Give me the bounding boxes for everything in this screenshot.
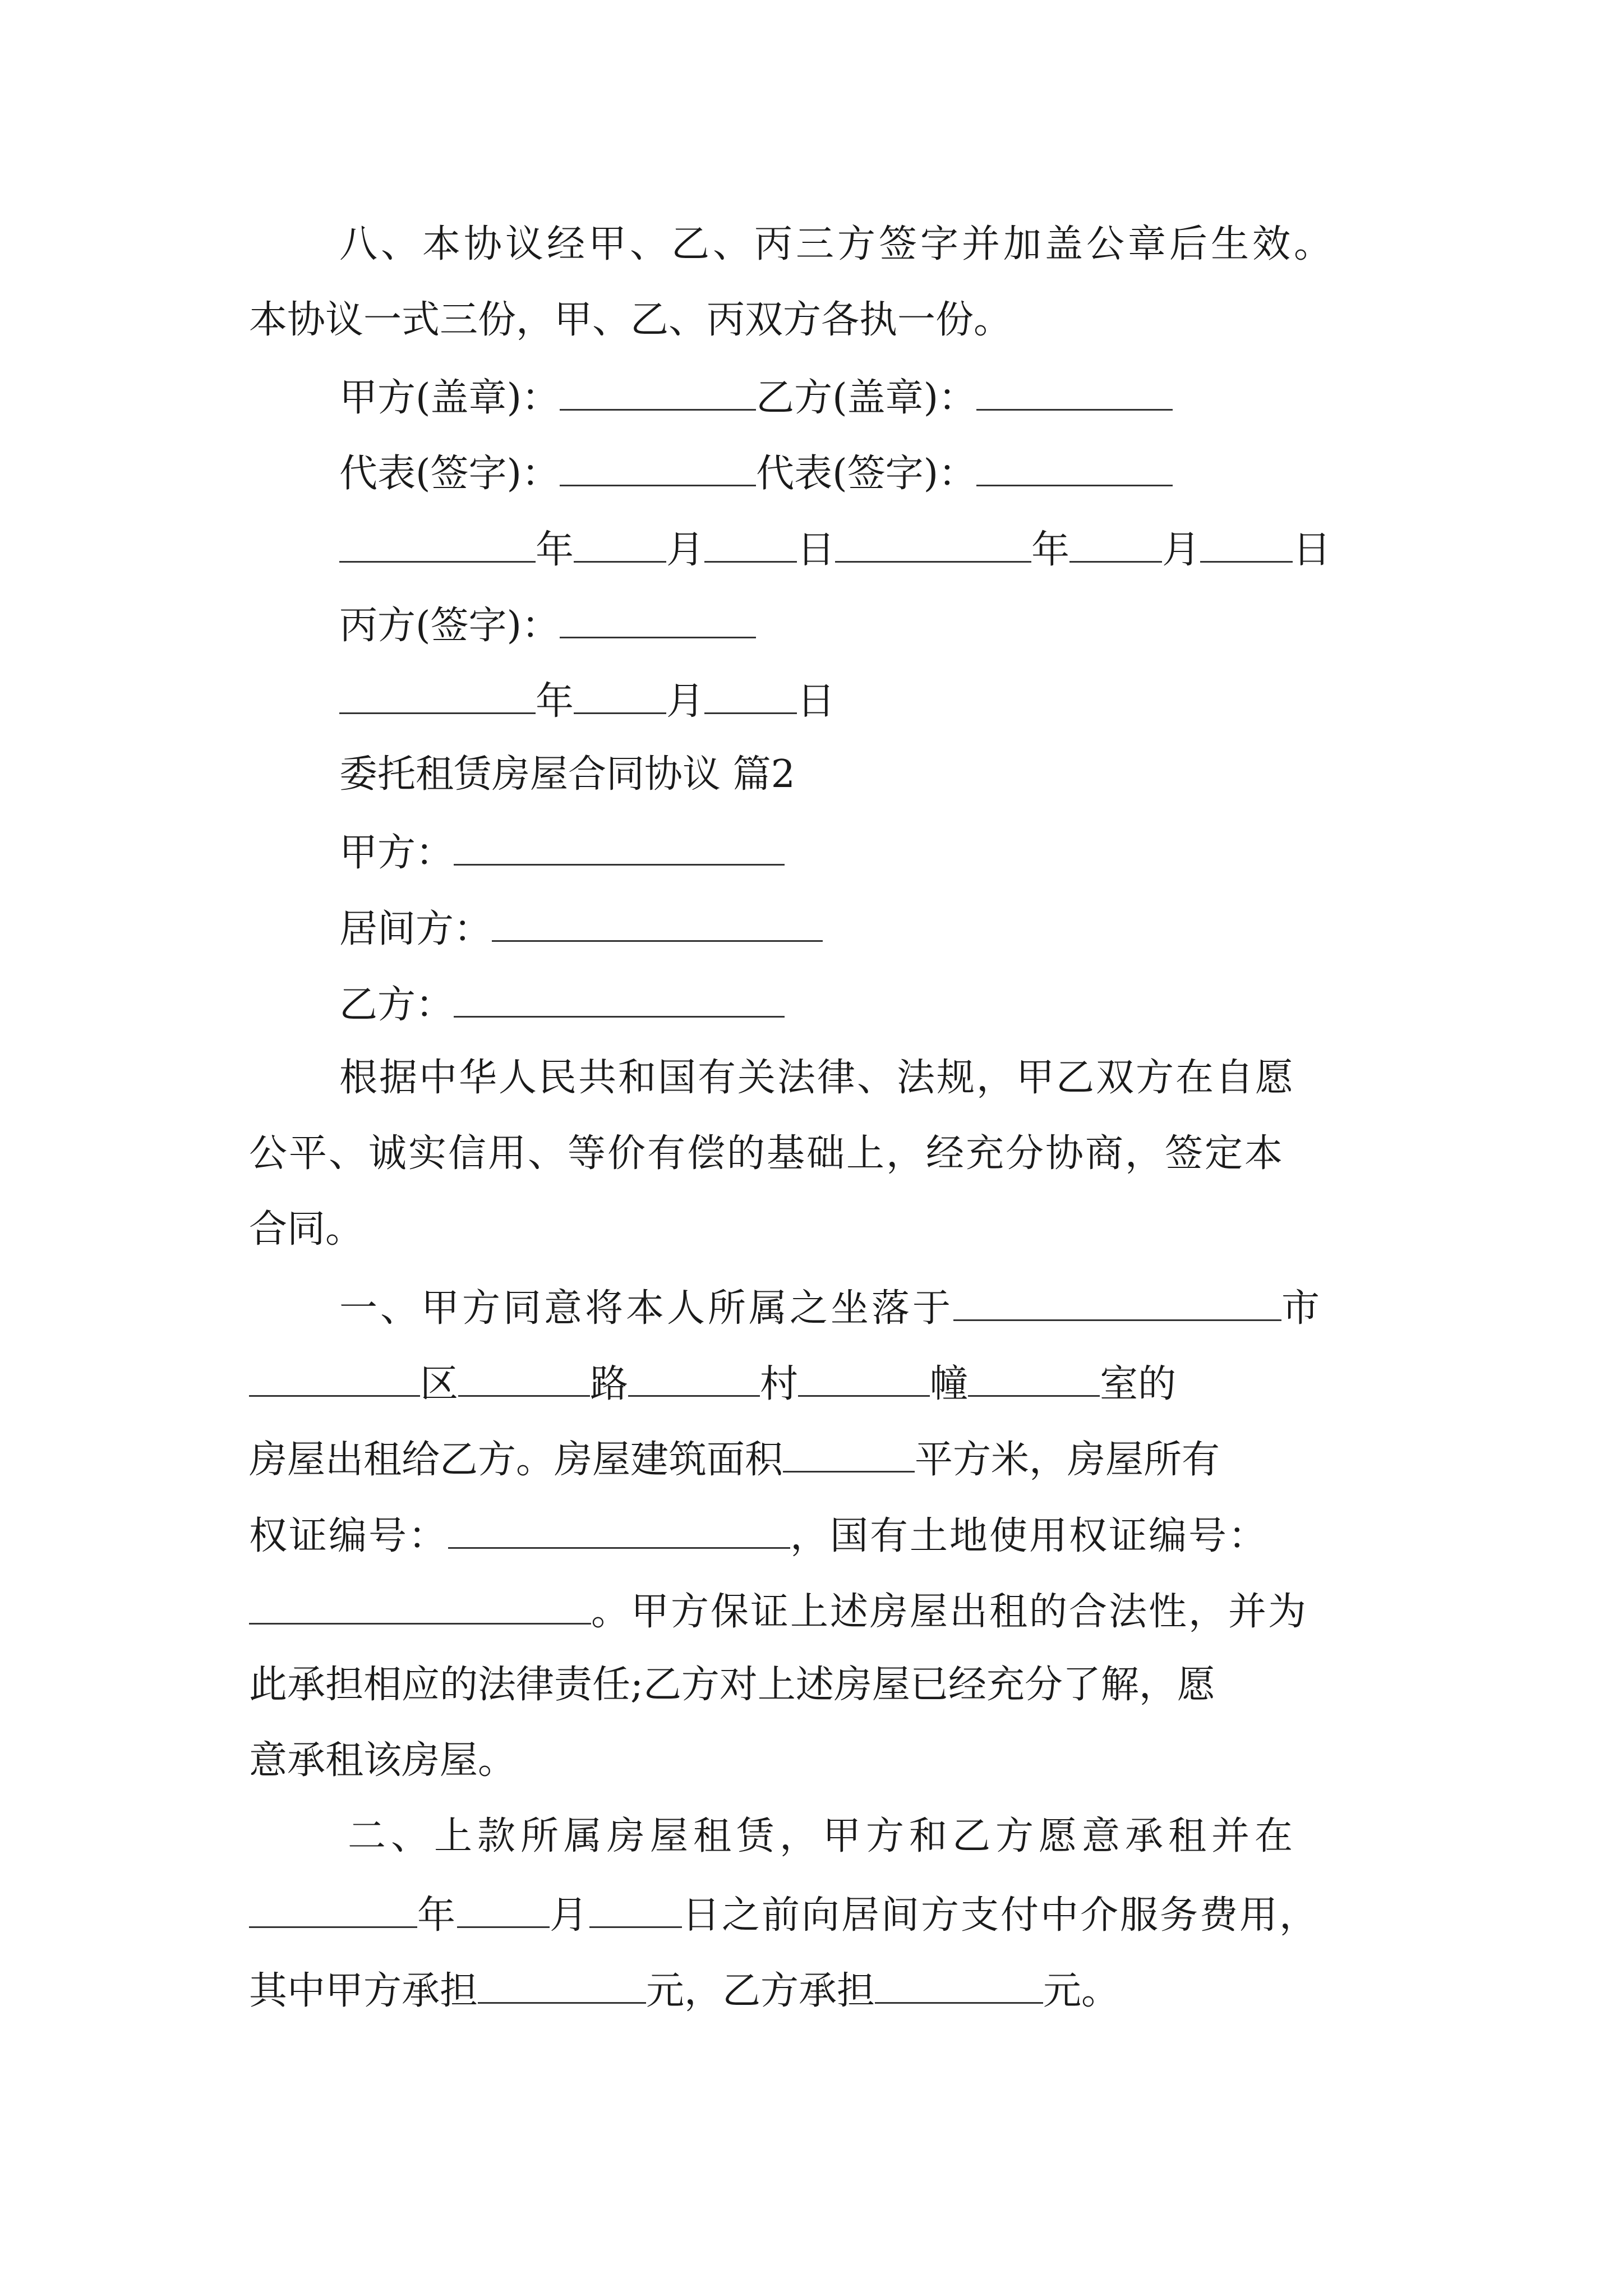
- pay-year-blank[interactable]: [249, 1894, 417, 1928]
- date-a-year-blank[interactable]: [339, 528, 536, 563]
- preamble-line-3: 合同。: [249, 1207, 364, 1251]
- date-b-day-blank[interactable]: [1200, 528, 1293, 563]
- pay-month-blank[interactable]: [457, 1894, 550, 1928]
- building-label: 幢: [930, 1361, 969, 1406]
- article-1-line-4: [249, 1515, 1268, 1556]
- yuan-end-text: 元。: [1043, 1968, 1120, 2013]
- room-label: 室的: [1100, 1361, 1177, 1406]
- land-cert-blank[interactable]: [249, 1590, 591, 1625]
- article-2-line-2: [249, 1893, 1320, 1938]
- signature-row-rep: [339, 451, 1173, 496]
- date-a-day-blank[interactable]: [704, 528, 797, 563]
- party-a-row: [339, 830, 785, 875]
- day-label: 日: [797, 527, 836, 572]
- party-a-fee-blank[interactable]: [478, 1970, 646, 2004]
- year-label: 年: [417, 1893, 458, 1938]
- road-label: 路: [590, 1361, 629, 1406]
- article-2-line-1: 二、上款所属房屋租赁，甲方和乙方愿意承租并在: [348, 1814, 1298, 1858]
- area-unit-text: 平方米，房屋所有: [915, 1437, 1220, 1482]
- party-b-fee-blank[interactable]: [875, 1970, 1043, 2004]
- district-blank[interactable]: [249, 1363, 420, 1397]
- article-1-line-7: 意承租该房屋。: [249, 1738, 517, 1783]
- preamble-line-2: 公平、诚实信用、等价有偿的基础上，经充分协商，签定本: [249, 1131, 1285, 1176]
- clause-8-line-2: 本协议一式三份，甲、乙、丙双方各执一份。: [249, 298, 1012, 342]
- land-cert-label: ，国有土地使用权证编号：: [790, 1513, 1269, 1558]
- legality-text: 。甲方保证上述房屋出租的合法性，并为: [591, 1589, 1308, 1634]
- party-b-label: 乙方：: [339, 982, 454, 1027]
- party-a-rep-blank[interactable]: [560, 452, 756, 486]
- room-blank[interactable]: [968, 1363, 1100, 1397]
- ownership-cert-blank[interactable]: [448, 1515, 790, 1549]
- year-label: 年: [536, 679, 574, 724]
- article-1-line-1: [339, 1286, 1323, 1331]
- village-label: 村: [760, 1361, 799, 1406]
- intermediary-label: 居间方：: [339, 907, 492, 951]
- month-label: 月: [1162, 527, 1201, 572]
- city-label: 市: [1281, 1286, 1323, 1331]
- signature-row-seal: [339, 375, 1173, 420]
- party-b-rep-label: 代表(签字)：: [756, 451, 977, 496]
- party-a-seal-label: 甲方(盖章)：: [339, 375, 560, 420]
- party-b-rep-blank[interactable]: [976, 452, 1173, 486]
- party-a-rep-label: 代表(签字)：: [339, 451, 560, 496]
- month-label: 月: [666, 679, 705, 724]
- party-b-seal-blank[interactable]: [976, 376, 1173, 411]
- article-2-line-3: [249, 1968, 1120, 2013]
- article-1-line-3: [249, 1437, 1220, 1482]
- area-blank[interactable]: [783, 1438, 915, 1473]
- area-text: 房屋出租给乙方。房屋建筑面积: [249, 1437, 783, 1482]
- building-blank[interactable]: [798, 1363, 930, 1397]
- location-blank[interactable]: [953, 1287, 1281, 1321]
- article-1-line-5: [249, 1589, 1308, 1634]
- village-blank[interactable]: [628, 1363, 760, 1397]
- day-label: 日: [1293, 527, 1331, 572]
- date-c-year-blank[interactable]: [339, 680, 536, 714]
- party-b-row: [339, 982, 785, 1027]
- party-c-sign-blank[interactable]: [560, 604, 756, 638]
- preamble-line-1: 根据中华人民共和国有关法律、法规，甲乙双方在自愿: [339, 1056, 1295, 1100]
- ownership-cert-label: 权证编号：: [249, 1513, 449, 1558]
- month-label: 月: [666, 527, 705, 572]
- date-a-month-blank[interactable]: [574, 528, 666, 563]
- month-label: 月: [550, 1893, 590, 1938]
- date-c-month-blank[interactable]: [574, 680, 666, 714]
- party-b-blank[interactable]: [454, 983, 785, 1018]
- fee-text: 日之前向居间方支付中介服务费用，: [682, 1893, 1320, 1938]
- party-b-fee-text: 元，乙方承担: [646, 1968, 875, 2013]
- party-c-sign-label: 丙方(签字)：: [339, 603, 560, 648]
- district-label: 区: [420, 1361, 459, 1406]
- party-a-blank[interactable]: [454, 831, 785, 866]
- year-label: 年: [1031, 527, 1070, 572]
- party-a-fee-text: 其中甲方承担: [249, 1968, 478, 2013]
- party-b-seal-label: 乙方(盖章)：: [756, 375, 977, 420]
- pay-day-blank[interactable]: [589, 1894, 682, 1928]
- article-1-text: 一、甲方同意将本人所属之坐落于: [339, 1286, 954, 1331]
- date-b-year-blank[interactable]: [835, 528, 1031, 563]
- article-1-line-6: 此承担相应的法律责任;乙方对上述房屋已经充分了解，愿: [249, 1663, 1215, 1707]
- clause-8-line-1: 八、本协议经甲、乙、丙三方签字并加盖公章后生效。: [339, 222, 1336, 266]
- party-a-label: 甲方：: [339, 830, 454, 875]
- date-c-day-blank[interactable]: [704, 680, 797, 714]
- party-c-sign-row: [339, 603, 756, 648]
- year-label: 年: [536, 527, 574, 572]
- party-a-seal-blank[interactable]: [560, 376, 756, 411]
- section-2-heading: 委托租赁房屋合同协议 篇2: [339, 752, 795, 797]
- intermediary-blank[interactable]: [492, 908, 823, 942]
- party-c-date-row: [339, 679, 836, 724]
- article-1-line-2: [249, 1363, 1176, 1404]
- day-label: 日: [797, 679, 836, 724]
- signature-date-row: [339, 527, 1331, 572]
- intermediary-row: [339, 908, 823, 949]
- date-b-month-blank[interactable]: [1069, 528, 1162, 563]
- road-blank[interactable]: [458, 1363, 590, 1397]
